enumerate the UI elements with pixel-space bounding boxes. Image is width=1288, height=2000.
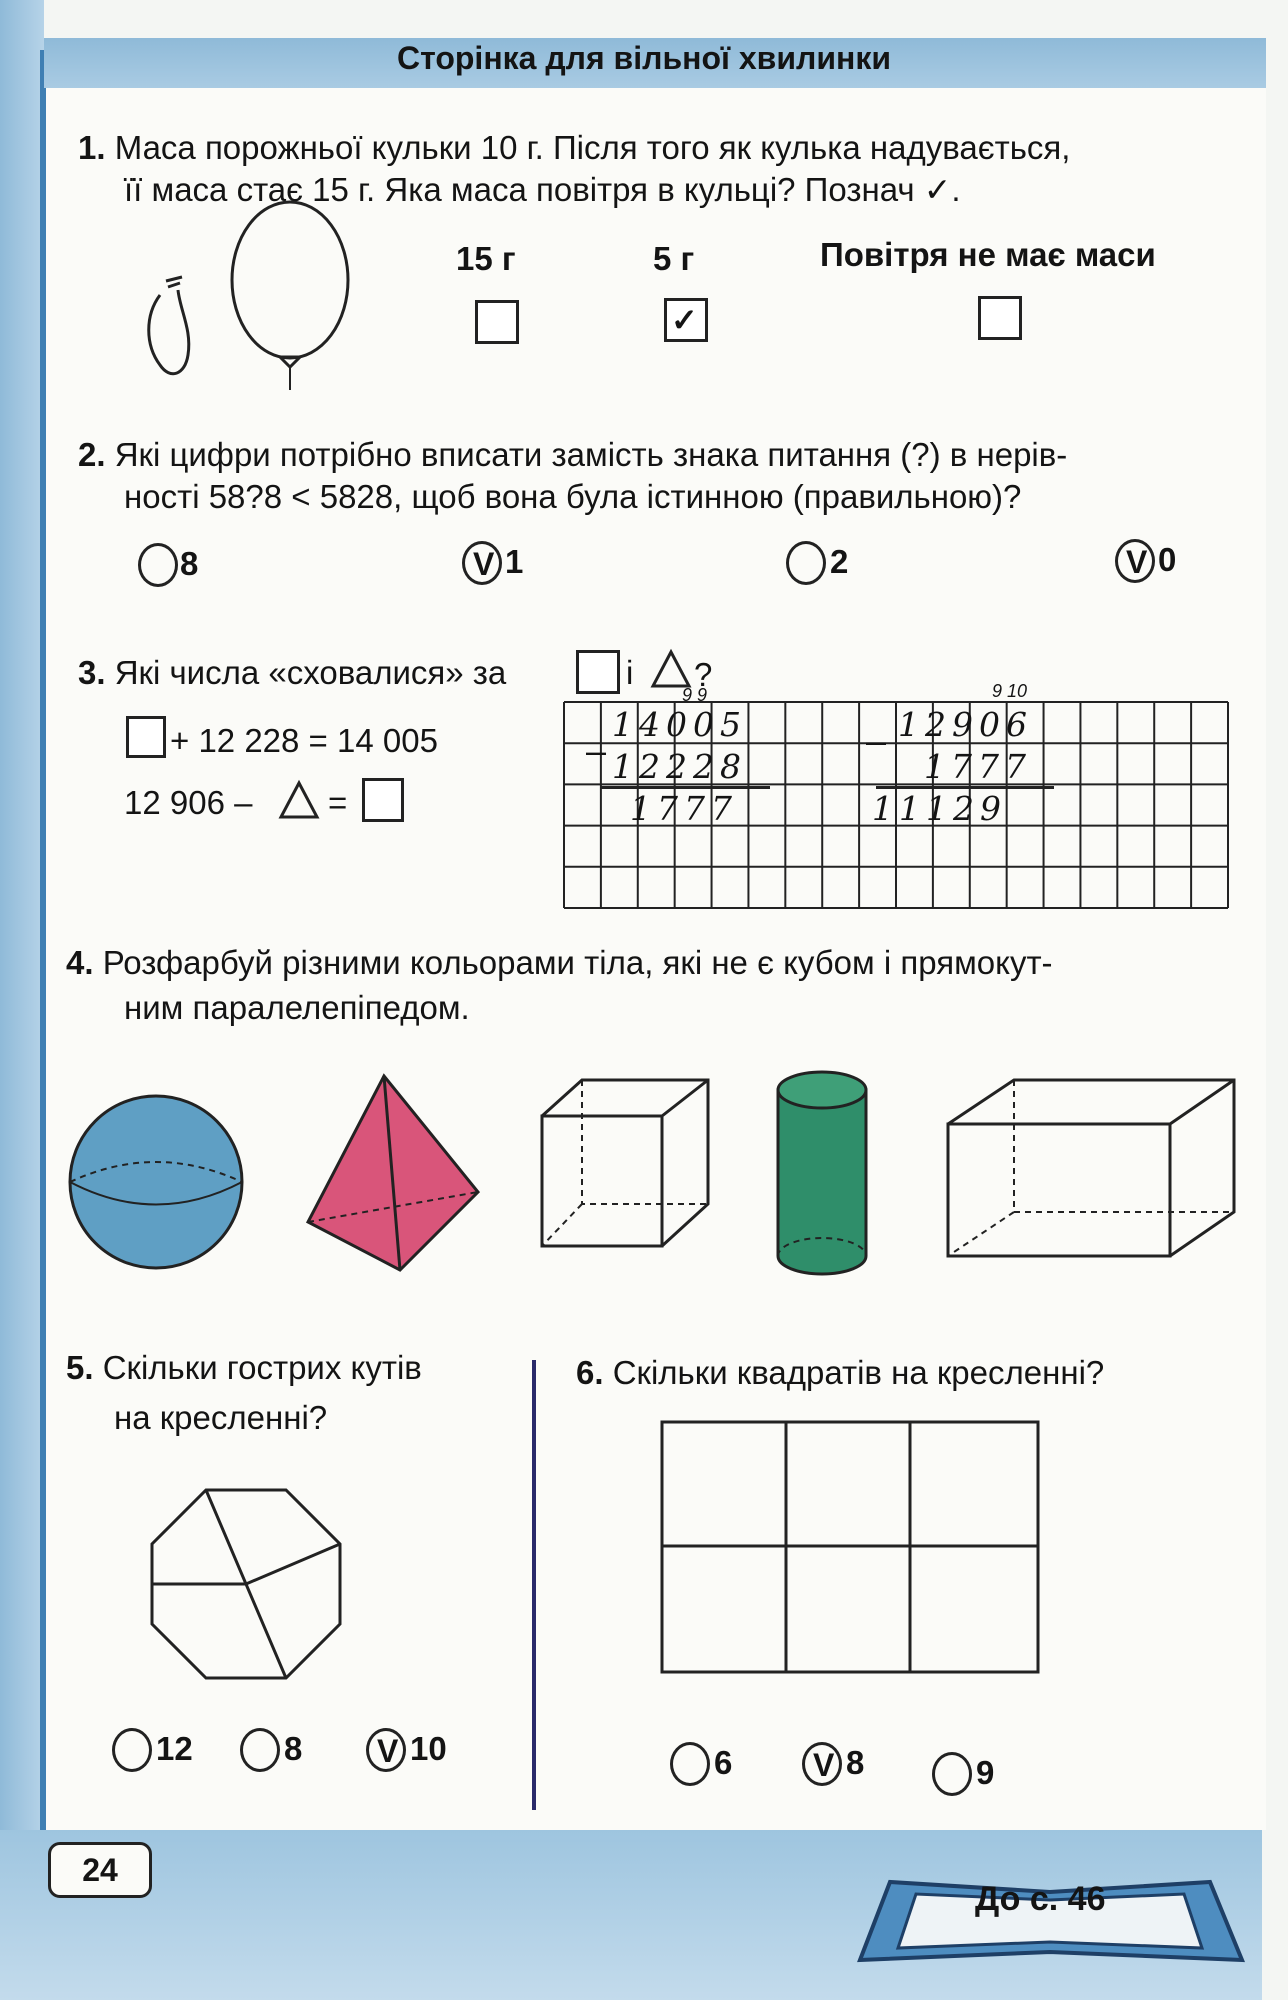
q6-option-9: 9 — [976, 1754, 995, 1791]
q3-answer-box-2[interactable] — [362, 778, 404, 822]
q6-radio-8[interactable] — [802, 1742, 842, 1786]
q6-option-8: 8 — [846, 1744, 865, 1781]
check-mark-icon: V — [377, 1733, 399, 1769]
q5-option-10: 10 — [410, 1730, 447, 1767]
q1-checkbox-15g[interactable] — [475, 300, 519, 344]
q1-text-line1: 1. Маса порожньої кульки 10 г. Після того як кулька надувається, — [78, 129, 1071, 166]
q3-answer-box-1[interactable] — [126, 716, 166, 758]
balloon-icon — [140, 215, 360, 395]
squares-drawing — [660, 1420, 1040, 1674]
check-mark-icon: V — [473, 546, 495, 582]
q3-work-col2-row1: 12906 — [898, 705, 1033, 744]
q3-work-col2-result: 11129 — [872, 789, 1007, 828]
q5-text-line1: 5. Скільки гострих кутів — [66, 1349, 422, 1386]
triangle-icon — [278, 780, 320, 820]
q2-radio-1[interactable] — [462, 541, 502, 585]
q2-text-line2: ності 58?8 < 5828, щоб вона була істинною (правильною)? — [124, 478, 1022, 515]
q6-radio-9[interactable] — [932, 1752, 972, 1796]
q1-option-label-no-mass: Повітря не має маси — [820, 236, 1156, 273]
q3-equation-2-left: 12 906 – — [124, 784, 253, 821]
q2-radio-0[interactable] — [1115, 539, 1155, 583]
q1-checkbox-no-mass[interactable] — [978, 296, 1022, 340]
q6-text: 6. Скільки квадратів на кресленні? — [576, 1354, 1105, 1391]
check-mark-icon: V — [1126, 544, 1148, 580]
q4-text-line1: 4. Розфарбуй різними кольорами тіла, які не є кубом і прямокут- — [66, 944, 1053, 981]
check-mark-icon: ✓ — [671, 302, 698, 338]
octagon-drawing — [148, 1486, 344, 1682]
check-mark-icon: V — [813, 1747, 835, 1783]
q3-box-symbol — [576, 650, 620, 694]
q3-equation-1: + 12 228 = 14 005 — [170, 722, 438, 759]
sphere-icon — [66, 1092, 246, 1272]
q1-text-line2: її маса стає 15 г. Яка маса повітря в кульці? Познач ✓. — [124, 171, 961, 208]
cylinder-icon — [772, 1068, 872, 1280]
q5-radio-12[interactable] — [112, 1728, 152, 1772]
pyramid-icon — [300, 1072, 480, 1272]
q4-text-line2: ним паралелепіпедом. — [124, 989, 470, 1026]
q3-equation-2-eq: = — [328, 784, 348, 821]
q2-option-0: 0 — [1158, 541, 1177, 578]
q2-radio-8[interactable] — [138, 543, 178, 587]
q6-option-6: 6 — [714, 1744, 733, 1781]
minus-sign: – — [586, 730, 607, 771]
q5-option-12: 12 — [156, 1730, 193, 1767]
q2-option-1: 1 — [505, 543, 524, 580]
q5-radio-8[interactable] — [240, 1728, 280, 1772]
q2-option-8: 8 — [180, 545, 199, 582]
q3-work-col1-row1: 14005 — [612, 705, 747, 744]
page-reference: До с. 46 — [975, 1880, 1106, 1918]
q1-checkbox-5g[interactable] — [664, 298, 708, 342]
q5-option-8: 8 — [284, 1730, 303, 1767]
q3-work-col2-carry: 9 10 — [992, 681, 1028, 701]
q3-work-col1-row2: 12228 — [612, 747, 747, 786]
minus-sign: – — [866, 720, 887, 761]
q2-text-line1: 2. Які цифри потрібно вписати замість знака питання (?) в нерів- — [78, 436, 1068, 473]
q3-text: 3. Які числа «сховалися» за — [78, 654, 507, 691]
page-frame-left — [0, 0, 44, 2000]
q2-option-2: 2 — [830, 543, 849, 580]
cube-icon — [538, 1076, 718, 1252]
page-title: Сторінка для вільної хвилинки — [396, 40, 892, 76]
q3-work-col2-row2: 1777 — [924, 747, 1032, 786]
box-icon — [944, 1076, 1238, 1260]
q3-work-col1-result: 1777 — [630, 789, 738, 828]
q6-radio-6[interactable] — [670, 1742, 710, 1786]
q5-text-line2: на кресленні? — [114, 1399, 328, 1436]
q5-radio-10[interactable] — [366, 1728, 406, 1772]
q1-option-label-5g: 5 г — [653, 240, 695, 277]
q2-radio-2[interactable] — [786, 541, 826, 585]
column-divider — [532, 1360, 536, 1810]
q3-work-col1-carry: 9 9 — [682, 685, 708, 705]
q3-text-question: ? — [694, 656, 713, 693]
q3-text-and: і — [626, 654, 634, 691]
page-number: 24 — [48, 1842, 152, 1898]
q1-option-label-15g: 15 г — [456, 240, 516, 277]
